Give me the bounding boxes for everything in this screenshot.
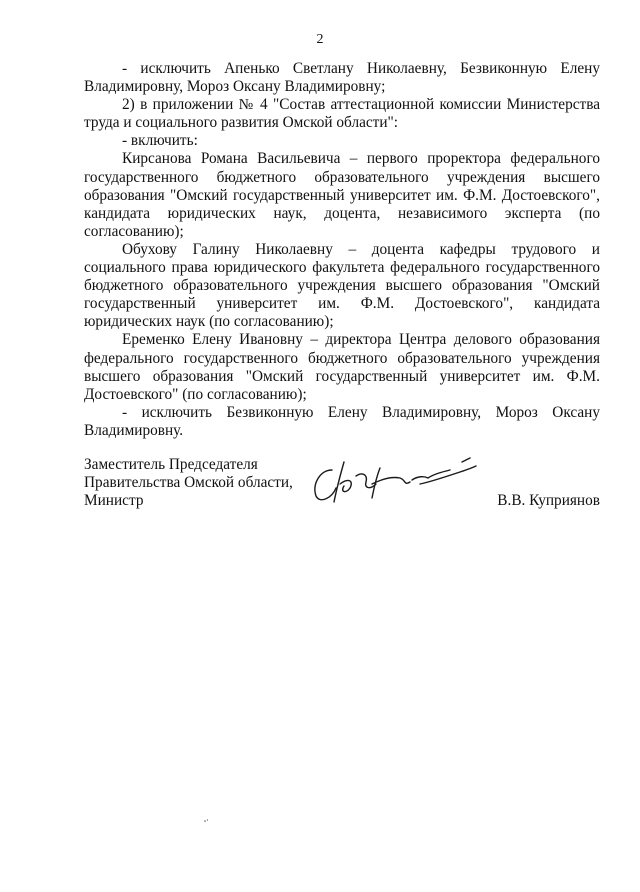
paragraph-include: - включить: xyxy=(122,132,198,150)
position-line: Министр xyxy=(84,492,144,510)
signatory-name: В.В. Куприянов xyxy=(497,492,600,509)
paragraph-eremenko: Еременко Елену Ивановну – директора Центра делового образования федерального государственного бюджетного образовательного учреждения высшего образования "Омский государственный университет им. Ф.М. Достоевского" (по согласованию); xyxy=(84,331,600,403)
paragraph-kirsanov: Кирсанова Романа Васильевича – первого проректора федерального государственного бюджетного образовательного учреждения высшего образования "Омский государственный университет им. Ф.М. Достоевского", кандидата юридических наук, доцента, независимого эксперта (по согласованию); xyxy=(84,150,600,240)
position-line: Правительства Омской области, xyxy=(84,474,293,492)
signatory-position xyxy=(84,456,293,510)
paragraph-appendix-4: 2) в приложении № 4 "Состав аттестационной комиссии Министерства труда и социального развития Омской области": xyxy=(84,96,600,132)
paragraph-exclude-2: - исключить Безвиконную Елену Владимировну, Мороз Оксану Владимировну. xyxy=(84,403,600,439)
document-body xyxy=(84,60,600,440)
page-number: 2 xyxy=(316,32,324,47)
scan-speck xyxy=(203,818,209,824)
paragraph-obukhova: Обухову Галину Николаевну – доцента кафедры трудового и социального права юридического факультета федерального государственного бюджетного образовательного учреждения высшего образования "Омский государственный университет им. Ф.М. Достоевского", кандидата юридических наук (по согласованию); xyxy=(84,240,600,331)
position-line: Заместитель Председателя xyxy=(84,456,258,473)
signature-block xyxy=(84,456,600,516)
handwritten-signature xyxy=(310,454,482,506)
paragraph-exclude-1: - исключить Апенько Светлану Николаевну, Безвиконную Елену Владимировну, Мороз Оксану Владимировну; xyxy=(84,60,600,96)
